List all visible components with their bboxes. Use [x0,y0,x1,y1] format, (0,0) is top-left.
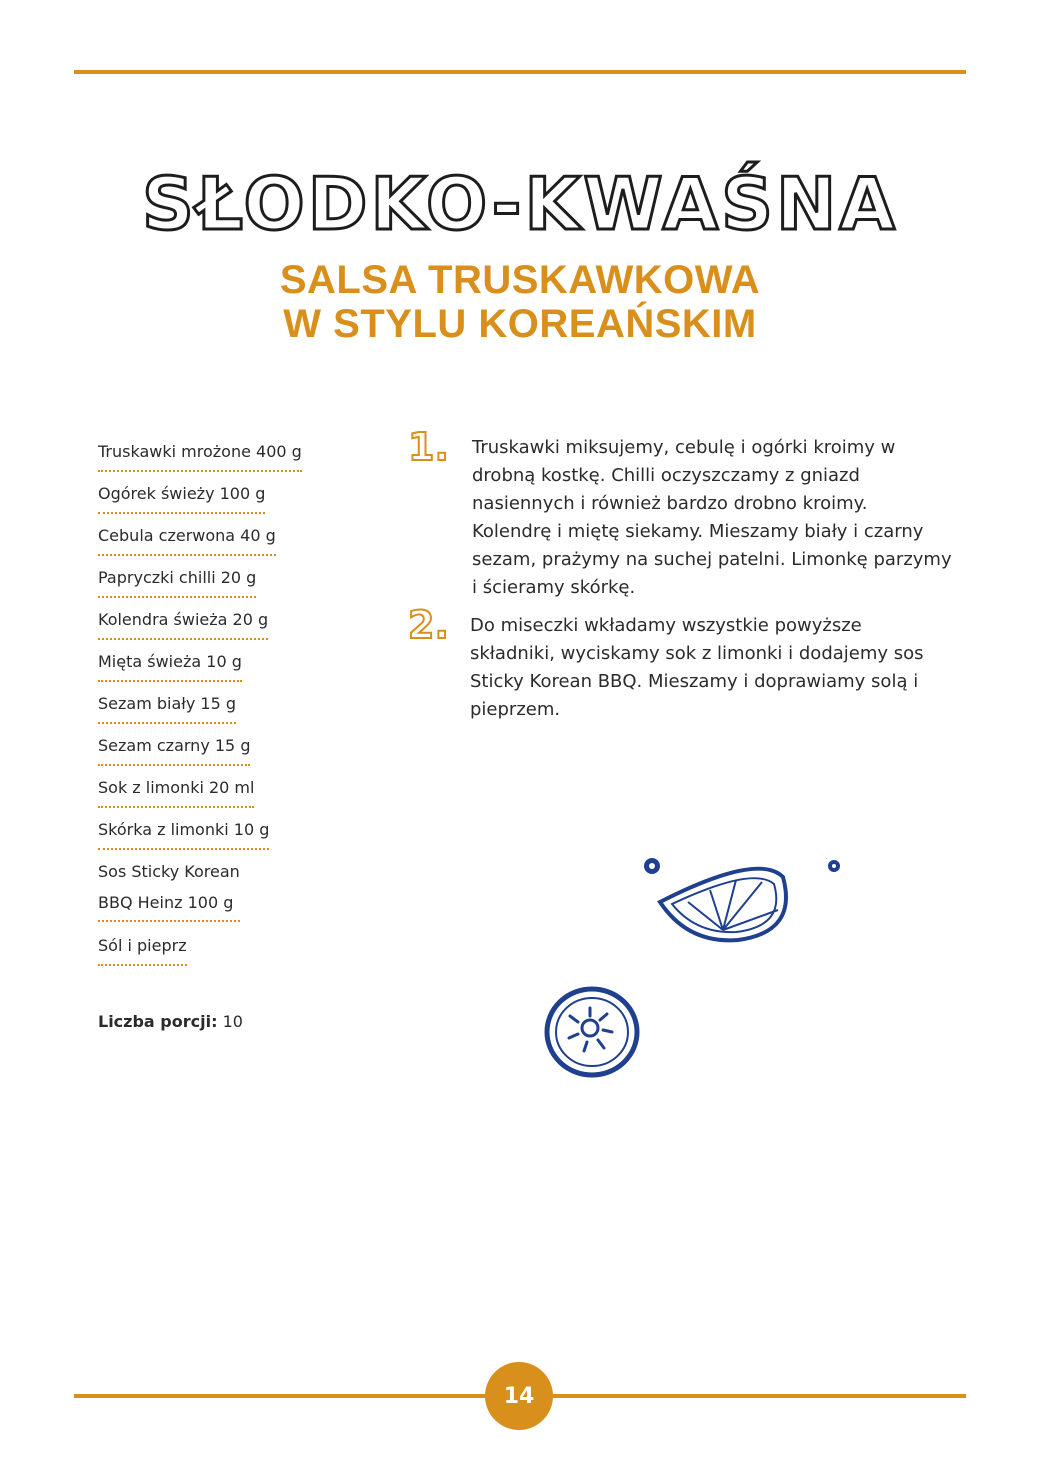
kiwi-slice-icon [540,982,644,1082]
portions-info [98,1012,243,1031]
portions-value: 10 [222,1012,243,1031]
ingredient-item: Mięta świeża 10 g [98,644,358,686]
ingredient-item: Skórka z limonki 10 g [98,812,358,854]
ingredient-item: Kolendra świeża 20 g [98,602,358,644]
top-rule [74,70,966,74]
step-number-2: 2. [408,603,449,647]
step-number-1: 1. [408,425,449,469]
lime-slice-icon [638,852,848,947]
recipe-title: SŁODKO-KWAŚNA [141,162,898,246]
ingredient-item: Cebula czerwona 40 g [98,518,358,560]
ingredient-item: Ogórek świeży 100 g [98,476,358,518]
ingredient-item: Truskawki mrożone 400 g [98,434,358,476]
recipe-subtitle-line1: SALSA TRUSKAWKOWA [279,258,761,302]
ingredient-item: Sezam biały 15 g [98,686,358,728]
portions-label: Liczba porcji: [98,1012,218,1031]
ingredient-item: Papryczki chilli 20 g [98,560,358,602]
ingredient-item: Sos Sticky Korean BBQ Heinz 100 g [98,854,358,928]
ingredient-item: Sok z limonki 20 ml [98,770,358,812]
page-number: 14 [485,1362,553,1430]
recipe-subtitle-line2: W STYLU KOREAŃSKIM [283,302,757,346]
ingredient-item: Sezam czarny 15 g [98,728,358,770]
ingredient-item: Sól i pieprz [98,928,358,970]
step-text-2: Do miseczki wkładamy wszystkie powyższe składniki, wyciskamy sok z limonki i dodajemy sos Sticky Korean BBQ. Mieszamy i doprawiamy solą i pieprzem. [470,615,924,720]
step-text-1: Truskawki miksujemy, cebulę i ogórki kroimy w drobną kostkę. Chilli oczyszczamy z gniazd nasiennych i również bardzo drobno kroimy. Kolendrę i miętę siekamy. Mieszamy biały i czarny sezam, prażymy na suchej patelni. Limonkę parzymy i ścieramy skórkę. [472,437,952,598]
ingredients-list [98,434,358,970]
